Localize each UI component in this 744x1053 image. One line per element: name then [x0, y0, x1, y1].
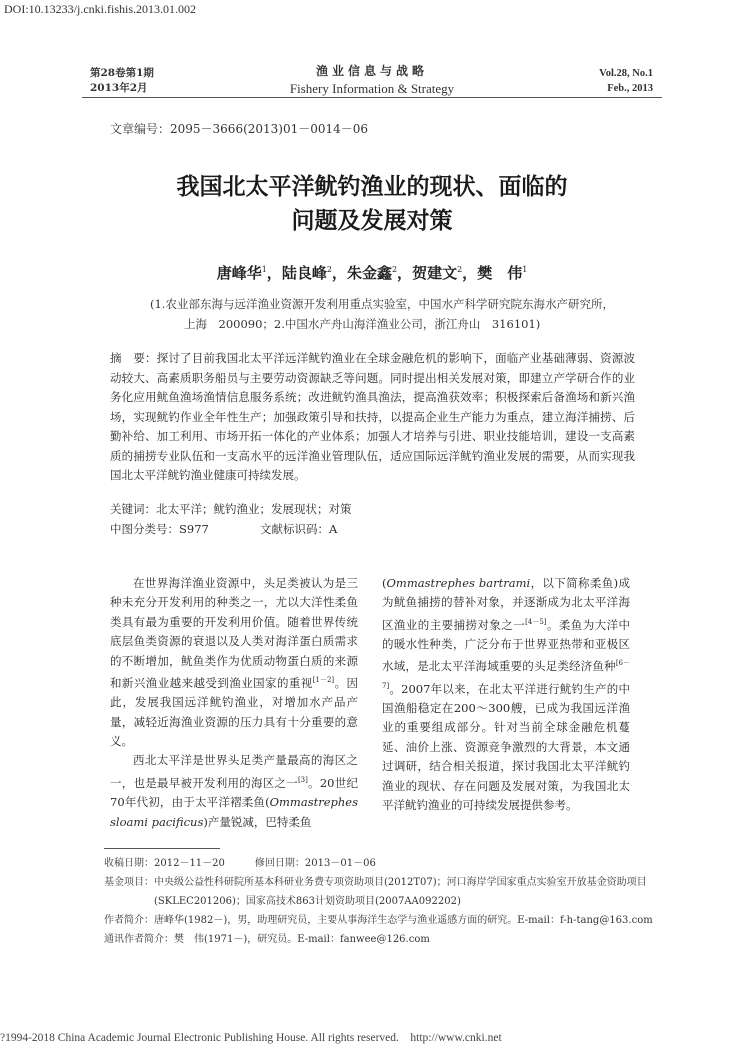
body-text: 。柔鱼为大洋中的暖水性种类，广泛分布于世界亚热带和亚极区水域，是北太平洋海域重要的头足类经济鱼种 — [382, 617, 631, 674]
corresponding-text: 樊 伟(1971－)，研究员。E-mail：fanwee@126.com — [174, 934, 430, 945]
author-bio-label: 作者简介： — [104, 915, 154, 926]
author-name: 唐峰华 — [216, 264, 262, 282]
body-paragraph — [110, 574, 358, 751]
body-text: 在世界海洋渔业资源中，头足类被认为是三种未充分开发利用的种类之一，尤以大洋性柔鱼类具有最为重要的开发利用价值。随着世界传统底层鱼类资源的衰退以及人类对海洋蛋白质需求的不断增加，鱿鱼类作为优质动物蛋白质的来源和新兴渔业越来越受到渔业国家的重视 — [110, 576, 358, 690]
date-en: Feb., 2013 — [607, 83, 653, 94]
clc-value: S977 — [179, 521, 209, 536]
author-name: 朱金鑫 — [346, 264, 392, 282]
citation: [3] — [297, 775, 308, 784]
body-text: ，以下简称柔鱼)成为鱿鱼捕捞的替补对象，并逐渐成为北太平洋海区渔业的主要捕捞对象之一 — [382, 576, 630, 632]
body-text: 。2007年以来，在北太平洋进行鱿钓生产的中国渔船稳定在200～300艘，已成为我国远洋渔业的重要组成部分。针对当前全球金融危机蔓延、油价上涨、资源竞争激烈的大背景，本文通过调研，结合相关报道，探讨我国北太平洋鱿钓渔业的现状、存在问题及发展对策，为我国北太平洋鱿钓渔业的可持续发展提供参考。 — [382, 681, 630, 812]
doc-code-value: A — [329, 521, 338, 536]
author-name: 樊 伟 — [477, 264, 523, 282]
journal-title-en: Fishery Information & Strategy — [289, 81, 455, 96]
species-name: Ommastrephes sloami pacificus — [110, 795, 358, 829]
title-line-1: 我国北太平洋鱿钓渔业的现状、面临的 — [176, 173, 568, 200]
journal-title-cn: 渔业信息与战略 — [315, 64, 428, 78]
fund-label: 基金项目： — [104, 877, 154, 888]
article-title — [0, 170, 744, 238]
author-affil-mark: 1 — [522, 265, 528, 274]
volume-en: Vol.28, No.1 — [599, 68, 653, 79]
fund-text: 中央级公益性科研院所基本科研业务费专项资助项目(2012T07)；河口海岸学国家重点实验室开放基金资助项目(SKLEC201206)；国家高技术863计划资助项目(2007AA092202) — [154, 877, 647, 907]
received-label: 收稿日期： — [104, 858, 154, 869]
keywords-label: 关键词： — [110, 502, 156, 516]
article-number: 文章编号：2095－3666(2013)01－0014－06 — [110, 122, 369, 136]
dates-row — [104, 854, 660, 873]
body-paragraph — [382, 574, 630, 815]
author-affil-mark: 2 — [457, 265, 463, 274]
species-name: Ommastrephes bartrami — [386, 576, 531, 590]
fund-row — [104, 873, 660, 911]
revised-date: 2013－01－06 — [304, 858, 376, 869]
keywords: 北太平洋；鱿钓渔业；发展现状；对策 — [156, 502, 352, 516]
abstract-text: 探讨了目前我国北太平洋远洋鱿钓渔业在全球金融危机的影响下，面临产业基础薄弱、资源波动较大、高素质职务船员与主要劳动资源缺乏等问题。同时提出相关发展对策，即建立产学研合作的业务化应用鱿鱼渔场渔情信息服务系统；改进鱿钓渔具渔法，提高渔获效率；积极探索后备渔场和新兴渔场，实现鱿钓作业全年性生产；加强政策引导和扶持，以提高企业生产能力为重点，建立海洋捕捞、后勤补给、加工利用、市场开拓一体化的产业体系；加强人才培养与引进、职业技能培训，建设一支高素质的捕捞专业队伍和一支高水平的远洋渔业管理队伍，适应国际远洋鱿钓渔业发展的需要，从而实现我国北太平洋鱿钓渔业健康可持续发展。 — [110, 351, 636, 482]
corresponding-label: 通讯作者简介： — [104, 934, 174, 945]
copyright-line: ?1994-2018 China Academic Journal Electronic Publishing House. All rights reserved. http://www.cnki.net — [0, 1032, 502, 1044]
author-list: 唐峰华$^1$，陆良峰$^2$，朱金鑫$^2$，贺建文$^2$，樊 伟$^1$ — [216, 264, 528, 282]
volume-cn: 第28卷第1期 — [90, 67, 154, 79]
doc-code-label: 文献标识码： — [260, 521, 329, 536]
footnote-divider — [104, 848, 220, 849]
received-date: 2012－11－20 — [154, 858, 225, 869]
clc-group — [110, 520, 260, 540]
affiliations — [150, 294, 660, 334]
header-volume-en — [599, 66, 653, 96]
body-text: 。因此，发展我国远洋鱿钓渔业，对增加水产品产量，减轻近海渔业资源的压力具有十分重要的意义。 — [110, 675, 359, 749]
author-bio-row — [104, 911, 660, 930]
affiliation-line-2: 上海 200090；2.中国水产舟山海洋渔业公司，浙江舟山 316101) — [184, 317, 541, 331]
citation: [6－7] — [382, 659, 630, 690]
body-text: 。20世纪70年代初，由于太平洋褶柔鱼( — [110, 775, 358, 810]
author-bio-text: 唐峰华(1982－)，男，助理研究员，主要从事海洋生态学与渔业遥感方面的研究。E-mail：f-h-tang@163.com — [154, 915, 653, 926]
citation: [1－2] — [312, 676, 335, 685]
doi-line: DOI:10.13233/j.cnki.fishis.2013.01.002 — [4, 2, 196, 16]
body-text: ( — [382, 576, 387, 590]
author-affil-mark: 2 — [326, 265, 332, 274]
classification-row — [110, 520, 635, 540]
body-text: )产量锐减，巴特柔鱼 — [203, 814, 312, 829]
abstract — [110, 349, 635, 486]
author-name: 贺建文 — [412, 264, 458, 282]
author-affil-mark: 1 — [261, 265, 267, 274]
corresponding-author-row — [104, 930, 660, 949]
clc-label: 中图分类号： — [110, 521, 179, 536]
author-affil-mark: 2 — [391, 265, 398, 274]
body-column-right — [382, 574, 630, 815]
title-line-2: 问题及发展对策 — [291, 207, 453, 234]
affiliation-line-1: (1.农业部东海与远洋渔业资源开发利用重点实验室，中国水产科学研究院东海水产研究所， — [150, 297, 614, 311]
body-text: 西北太平洋是世界头足类产量最高的海区之一，也是最早被开发利用的海区之一 — [110, 753, 358, 790]
citation: [4－5] — [525, 617, 547, 626]
author-name: 陆良峰 — [281, 264, 327, 282]
header-divider — [82, 97, 662, 98]
date-cn: 2013年2月 — [90, 82, 148, 94]
keywords-block — [110, 500, 635, 539]
body-paragraph — [110, 751, 358, 831]
footnotes — [104, 854, 660, 949]
keywords-row — [110, 500, 635, 520]
abstract-label: 摘 要： — [110, 351, 157, 365]
body-column-left — [110, 574, 358, 832]
revised-label: 修回日期： — [254, 858, 305, 869]
